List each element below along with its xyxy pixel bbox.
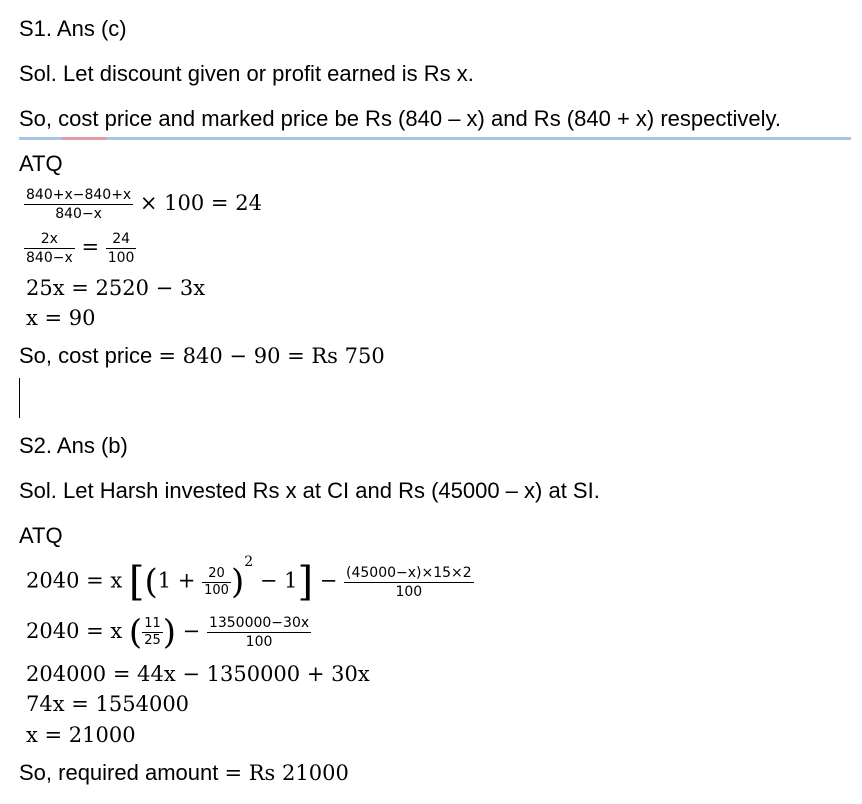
- s1-eq2-right-fraction: [106, 230, 137, 267]
- s2-eq1-inner-fraction: [202, 566, 231, 599]
- s1-equation-2: [24, 230, 136, 267]
- s2-eq2-lhs: 2040 = x: [26, 619, 123, 643]
- s2-eq2-frac-num: 1350000−30x: [208, 615, 310, 631]
- s1-eq2-left-fraction: [24, 230, 75, 267]
- s2-result-math: = Rs 21000: [224, 761, 349, 785]
- s2-solution-intro: Sol. Let Harsh invested Rs x at CI and Rs (45000 – x) at SI.: [19, 478, 600, 503]
- s2-equation-2: 2040 = x ( $\frac{11}{25}$ ) − $\frac{1350000-30x}{100}$: [26, 612, 310, 653]
- s2-eq1-minus-one: − 1: [259, 568, 298, 593]
- s2-eq2-paren-num: 11: [144, 616, 161, 631]
- s2-equation-3: 204000 = 44x − 1350000 + 30x: [26, 662, 370, 686]
- s2-equation-4: 74x = 1554000: [26, 692, 190, 716]
- s2-eq1-lhs: 2040 = x: [26, 568, 123, 593]
- s2-eq1-inner-num: 20: [202, 566, 231, 583]
- s1-result-label: So, cost price: [19, 343, 153, 368]
- s2-answer: S2. Ans (b): [19, 433, 128, 458]
- s2-eq1-exponent: 2: [244, 553, 254, 570]
- s1-eq2-left-num: 2x: [24, 230, 75, 249]
- s2-result-label: So, required amount: [19, 760, 219, 785]
- s1-eq2-right-num: 24: [106, 230, 137, 249]
- s1-eq2-equals: =: [81, 235, 100, 259]
- s2-eq1-fraction: [344, 564, 474, 601]
- s2-eq2-paren-fraction: [142, 616, 163, 649]
- s2-atq: ATQ: [19, 523, 63, 548]
- s2-eq1-inner-den: 100: [204, 582, 229, 598]
- s1-eq1-rhs: × 100 = 24: [139, 191, 262, 215]
- s1-answer: S1. Ans (c): [19, 16, 127, 41]
- s1-solution-intro: Sol. Let discount given or profit earned is Rs x.: [19, 61, 474, 86]
- s1-eq1-fraction: [24, 186, 133, 223]
- s1-price-statement: So, cost price and marked price be Rs (840 – x) and Rs (840 + x) respectively.: [19, 106, 781, 131]
- s2-eq1-frac-den: 100: [395, 583, 423, 600]
- s2-eq2-fraction: [207, 614, 311, 651]
- s1-equation-4: x = 90: [26, 306, 96, 330]
- s2-equation-1: 2040 = x [(1 + $\frac{20}{100}$ )$^2$ − 1] − $\frac{(45000-x)\times 15\times 2}{100}$: [26, 553, 472, 605]
- s1-equation-3: 25x = 2520 − 3x: [26, 276, 206, 300]
- s1-eq2-right-den: 100: [107, 250, 135, 266]
- s1-result-math: = 840 − 90 = Rs 750: [158, 344, 385, 368]
- s1-eq1-denominator: 840−x: [55, 206, 102, 222]
- spelling-underline: [62, 137, 106, 140]
- s2-eq2-paren-den: 25: [144, 633, 161, 648]
- s1-result: [19, 343, 385, 369]
- s1-eq1-numerator: 840+x−840+x: [26, 187, 132, 203]
- s2-equation-5: x = 21000: [26, 723, 136, 747]
- text-cursor: [19, 378, 20, 418]
- s2-eq2-frac-den: 100: [245, 634, 273, 650]
- grammar-underline: [19, 137, 851, 140]
- s1-eq2-left-den: 840−x: [26, 250, 73, 266]
- s1-atq: ATQ: [19, 151, 63, 176]
- s2-eq1-frac-num: (45000−x)×15×2: [346, 564, 472, 581]
- s2-result: [19, 760, 349, 786]
- s1-equation-1: [24, 186, 262, 223]
